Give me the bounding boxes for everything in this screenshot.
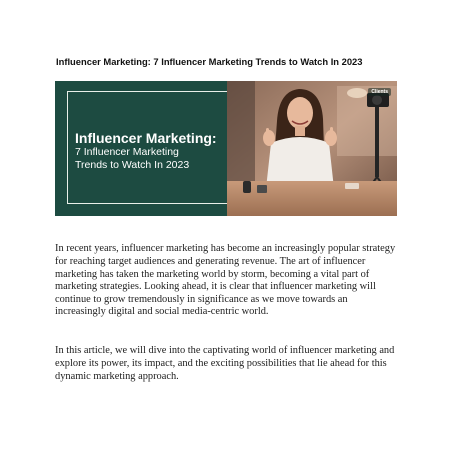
hero-banner: [55, 81, 397, 216]
article-title: Influencer Marketing: 7 Influencer Marketing Trends to Watch In 2023: [56, 56, 363, 67]
banner-heading-line-1: Influencer Marketing:: [75, 130, 217, 146]
brand-logo: Clients: [368, 88, 391, 96]
influencer-photo: [227, 81, 397, 216]
banner-heading-line-3: Trends to Watch In 2023: [75, 159, 190, 171]
article-paragraph-1: In recent years, influencer marketing has become an increasingly popular strategy for reaching target audiences and generating revenue. The art of influencer marketing has taken the marketing world by storm, becoming a vital part of marketing strategies. Looking ahead, it is clear that influencer marketing will continue to grow tremendously in significance as we move towards an increasingly digital and social media-centric world.: [55, 243, 396, 318]
article-paragraph-2: In this article, we will dive into the captivating world of influencer marketing and explore its power, its impact, and the exciting possibilities that lie ahead for this dynamic marketing approach.: [55, 345, 395, 382]
banner-heading-line-2: 7 Influencer Marketing: [75, 146, 179, 158]
